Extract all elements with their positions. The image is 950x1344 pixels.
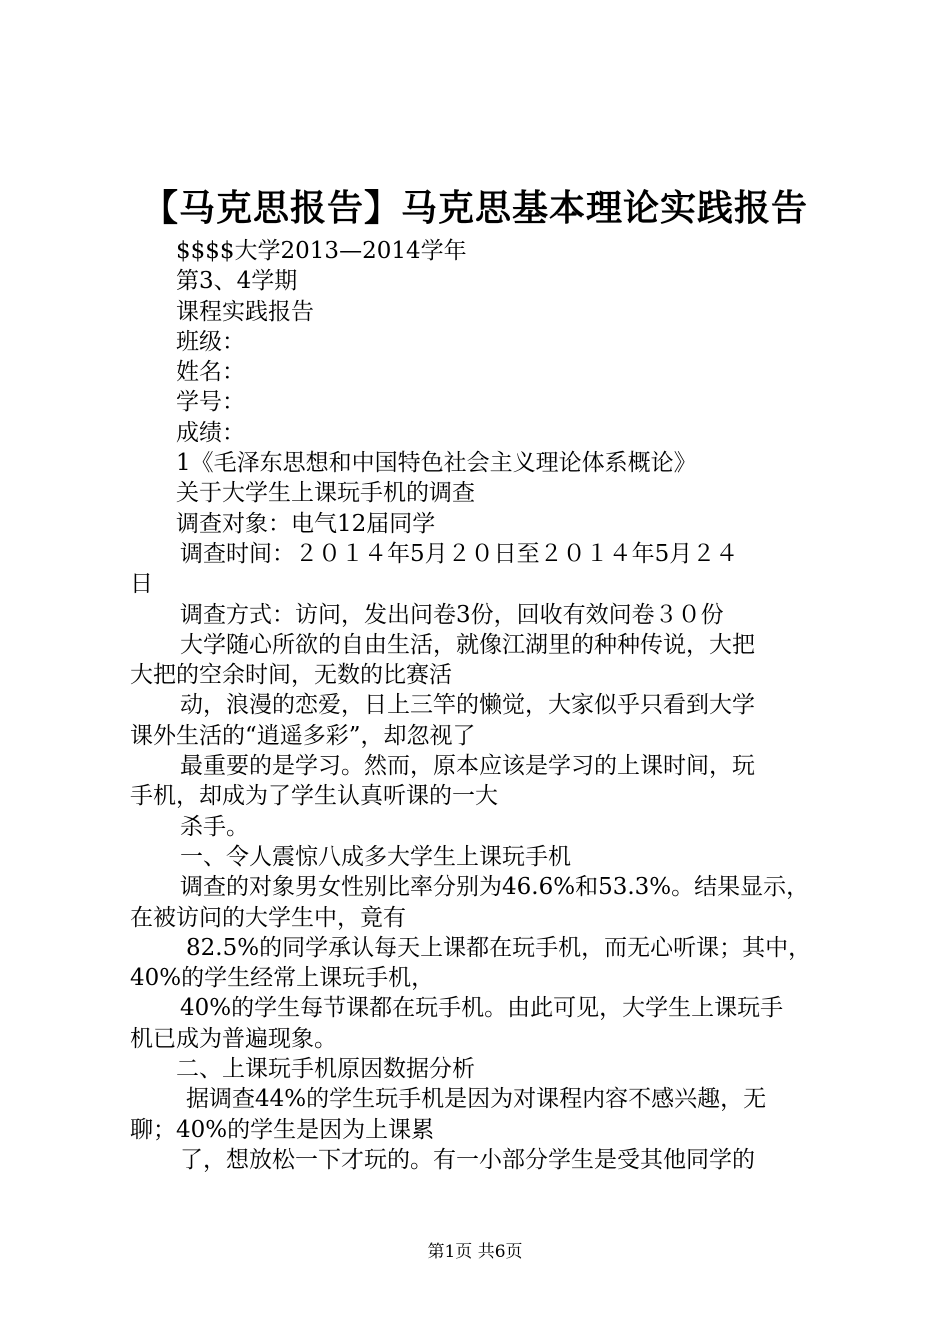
section-heading: 一、令人震惊八成多大学生上课玩手机 — [180, 843, 571, 870]
text-line: 40%的学生每节课都在玩手机。由此可见，大学生上课玩手 — [180, 995, 784, 1022]
text-line: 1《毛泽东思想和中国特色社会主义理论体系概论》 — [176, 450, 697, 477]
text-line: 学号： — [176, 389, 245, 416]
text-line: 据调查44%的学生玩手机是因为对课程内容不感兴趣，无 — [186, 1086, 767, 1113]
text-line: 调查对象：电气12届同学 — [176, 510, 436, 537]
page-number-footer: 第1页 共6页 — [427, 1242, 523, 1262]
text-line: $$$$大学2013—2014学年 — [176, 238, 467, 264]
text-line: 第3、4学期 — [176, 268, 298, 295]
text-line: 调查方式：访问，发出问卷3份，回收有效问卷３０份 — [180, 601, 724, 628]
text-line: 班级： — [176, 328, 245, 355]
text-line: 82.5%的同学承认每天上课都在玩手机，而无心听课；其中， — [186, 934, 812, 961]
text-line: 课程实践报告 — [176, 298, 314, 325]
text-line: 手机，却成为了学生认真听课的一大 — [130, 783, 498, 810]
text-line: 大学随心所欲的自由生活，就像江湖里的种种传说，大把 — [180, 631, 755, 658]
text-line: 在被访问的大学生中，竟有 — [130, 904, 406, 931]
document-body — [130, 236, 840, 1175]
text-line: 关于大学生上课玩手机的调查 — [176, 480, 475, 507]
text-line: 最重要的是学习。然而，原本应该是学习的上课时间，玩 — [180, 753, 755, 780]
text-line: 聊；40%的学生是因为上课累 — [130, 1116, 435, 1143]
text-line: 日 — [130, 571, 153, 598]
text-line: 姓名： — [176, 359, 245, 386]
text-line: 机已成为普遍现象。 — [130, 1025, 337, 1052]
document-title: 【马克思报告】马克思基本理论实践报告 — [141, 187, 808, 229]
text-line: 课外生活的“逍遥多彩”，却忽视了 — [130, 722, 476, 749]
text-line: 动，浪漫的恋爱，日上三竿的懒觉，大家似乎只看到大学 — [180, 692, 755, 719]
section-heading: 二、上课玩手机原因数据分析 — [176, 1056, 475, 1083]
text-line: 调查时间：２０１４年5月２０日至２０１４年5月２４ — [180, 540, 739, 567]
text-line: 杀手。 — [180, 813, 249, 840]
text-line: 成绩： — [176, 419, 245, 446]
text-line: 调查的对象男女性别比率分别为46.6%和53.3%。结果显示， — [180, 874, 810, 901]
text-line: 40%的学生经常上课玩手机， — [130, 965, 435, 992]
text-line: 了，想放松一下才玩的。有一小部分学生是受其他同学的 — [180, 1146, 755, 1173]
text-line: 大把的空余时间，无数的比赛活 — [130, 662, 452, 689]
